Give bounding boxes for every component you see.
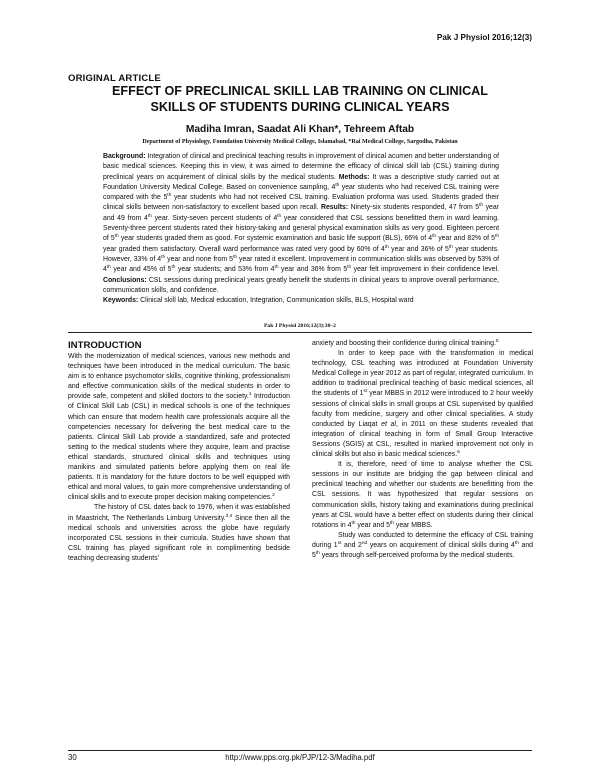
superscript: th: [351, 520, 356, 526]
article-title: [68, 84, 532, 115]
citation-superscript: 3,4: [225, 513, 233, 519]
journal-reference: Pak J Physiol 2016;12(3): [436, 33, 532, 42]
superscript: st: [363, 389, 368, 395]
results-text: year and 82% of 5: [438, 235, 495, 243]
paragraph-text: It is, therefore, need of time to analyse whether the CSL sessions in our institute are bridging the gap between clinical and preclinical teaching and whether our students are benefitting from the CSL sessions. It was hypothesized that regular sessions on communication skills, history taking and examinations during preclinical years at CSL would have a better effect on students during their clinical rotations in 4: [312, 461, 533, 529]
superscript: st: [337, 540, 342, 546]
superscript: th: [347, 265, 352, 271]
background-text: Integration of clinical and preclinical teaching results in improvement of clinical acumen and better understanding of basic medical sciences. Keeping this in view, it was aimed to determine the efficacy of clinical skill lab (CSL) training during preclinical years on acquirement of clinical skills by the medical students.: [103, 153, 499, 181]
paragraph-text: With the modernization of medical sciences, various new methods and techniques have been introduced in the medical curriculum. The basic aim is to enhance psychomotor skills, cognitive thinking, professionalism and effective communication skills of the medical students in order to provide safe, competent and skilled doctors to the society.: [68, 353, 290, 401]
authors: Madiha Imran, Saadat Ali Khan*, Tehreem Aftab: [185, 124, 415, 135]
paragraph-text: In order to keep pace with the transformation in medical technology, CSL teaching was introduced at Foundation University Medical College in year 2012 as part of regular, integrated curriculum. In addition to traditional preclinical teaching of basic medical sciences, all the students of 1: [312, 350, 533, 398]
superscript: th: [114, 234, 119, 240]
superscript: th: [315, 550, 320, 556]
results-text: year students. However, 33% of 4: [103, 245, 499, 263]
citation-superscript: 2: [272, 493, 275, 499]
title-line-1: EFFECT OF PRECLINICAL SKILL LAB TRAINING ON CLINICAL: [112, 84, 488, 98]
results-text: year rated it excellent. Improvement in communication skills was observed by 53% of 4: [103, 255, 499, 274]
results-text: year. Sixty-seven percent students of 4: [154, 214, 278, 222]
paragraph-text: Since then all the medical schools and universities across the globe have regularly incorporated CSL sessions in their curricula. Studies have shown that CSL training has played significant role in complimenting bedside teaching decreasing students': [68, 514, 290, 562]
results-text: Ninety-six students responded, 47 from 5: [350, 204, 480, 212]
citation-superscript: 6: [457, 450, 460, 456]
results-text: year students graded them as good. For systemic examination and basic life support (BLS), 66% of 4: [120, 235, 433, 243]
superscript: th: [147, 213, 152, 219]
keywords-label: Keywords:: [103, 297, 139, 305]
superscript: th: [335, 182, 340, 188]
paragraph-text: year and 5: [355, 521, 390, 529]
paragraph-text: years through self-perceived proforma by the medical students.: [319, 551, 515, 559]
paragraph-text: , in 2011 on these students revealed that integration of clinical teaching in form of Small Group Interactive Sessions (SGIS) at CSL, resulted in marked improvement not only in clinical skills but also in basic medical sciences.: [312, 420, 534, 459]
text-column-left: [68, 352, 290, 564]
keywords: [103, 296, 499, 306]
paragraph-text: and 2: [341, 541, 362, 549]
results-text: year and 49 from 4: [103, 204, 499, 222]
superscript: th: [432, 234, 437, 240]
footer-divider: [68, 750, 532, 751]
title-line-2: SKILLS OF STUDENTS DURING CLINICAL YEARS: [150, 99, 450, 114]
citation-superscript: 5: [495, 339, 499, 344]
results-text: year and 45% of 5: [113, 266, 172, 274]
section-heading-introduction: INTRODUCTION: [68, 340, 142, 351]
paragraph: [312, 339, 533, 349]
abstract: [103, 152, 499, 306]
page-number: 30: [68, 753, 77, 762]
results-text: year and 36% of 5: [391, 245, 449, 253]
paragraph: [68, 503, 290, 564]
paragraph: [312, 460, 533, 531]
superscript: th: [167, 193, 172, 199]
paragraph-text: The history of CSL dates back to 1976, when it was established in Maastricht, The Netherlands Limburg University.: [68, 504, 290, 522]
results-text: year graded them satisfactory. Overall ward performance was rated very good by 60% of 4: [103, 245, 385, 253]
paragraph-text: year MBBS.: [393, 521, 433, 529]
paragraph-text: years on acquirement of clinical skills during 4: [367, 541, 515, 549]
text-column-right: [312, 339, 533, 561]
conclusions-label: Conclusions:: [103, 276, 147, 284]
paragraph-text: and 5: [312, 541, 533, 559]
citation-superscript: 1: [248, 392, 252, 398]
paragraph-text: year MBBS in 2012 were introduced to 2 hour weekly sessions of clinical skills in small groups at CSL supervised by qualified faculty from medicine, surgery and other clinical specialities. A study conducted by Liaqat: [312, 390, 533, 428]
conclusions-text: CSL sessions during preclinical years greatly benefit the students in clinical years to improve overall performance, communication skills, and confidence.: [103, 276, 499, 294]
paragraph: [312, 349, 533, 460]
results-text: year and 36% from 5: [281, 266, 348, 274]
results-text: year students; and 53% from 4: [177, 266, 275, 274]
superscript: th: [494, 234, 499, 240]
superscript: th: [514, 540, 519, 546]
paragraph-text: anxiety and boosting their confidence during clinical training.: [312, 340, 496, 347]
superscript: th: [106, 265, 111, 271]
methods-text: year students who had not received CSL training. Evaluation proforma was used. Students graded their clinical skills between non-satisfactory to excellent based upon recall.: [103, 194, 499, 212]
superscript: th: [479, 203, 484, 209]
methods-text: year students who had received CSL training were compared with the 5: [103, 183, 499, 202]
results-text: year and none from 5: [167, 255, 233, 263]
superscript: th: [233, 254, 238, 260]
results-text: year felt improvement in their confidence level.: [353, 266, 500, 274]
italic-text: et al: [381, 420, 397, 428]
paragraph-text: Introduction of Clinical Skill Lab (CSL) in medical schools is one of the techniques which can ensure that modern health care professionals acquire all the competencies necessary for delivering the best medical care to the patients. Clinical Skill Lab provide a standardized, safe and protected setting to the medical students where they acquire, learn and practise ethical standards, structured clinical skills and techniques using manikins and simulated patients before applying them on real life patients. It is mandatory for the future doctors to be well equipped with ethical and moral values, to gain more comprehensive understanding of clinical skills and to execute proper decision making competencies.: [68, 393, 290, 502]
paragraph: [312, 531, 533, 561]
keywords-text: Clinical skill lab, Medical education, Integration, Communication skills, BLS, Hospital ward: [140, 297, 414, 305]
results-label: Results:: [321, 204, 349, 212]
superscript: th: [274, 265, 279, 271]
superscript: th: [277, 213, 282, 219]
divider: [68, 332, 532, 333]
background-label: Background:: [103, 153, 146, 160]
footer-url[interactable]: http://www.pps.org.pk/PJP/12-3/Madiha.pdf: [225, 753, 375, 762]
superscript: th: [384, 244, 389, 250]
superscript: nd: [361, 540, 368, 546]
superscript: th: [171, 265, 176, 271]
affiliation: Department of Physiology, Foundation University Medical College, Islamabad, *Rai Medical College, Sargodha, Pakistan: [142, 139, 458, 145]
superscript: th: [448, 244, 453, 250]
methods-text: It was a descriptive study carried out at Foundation University Medical College. Based on convenience sampling, 4: [103, 173, 499, 191]
article-type: ORIGINAL ARTICLE: [68, 73, 161, 84]
paragraph: [68, 352, 290, 503]
citation: Pak J Physiol 2016;12(3):30–2: [264, 323, 336, 329]
results-text: year considered that CSL sessions benefitted them in ward learning. Seventy-three percent students rated their history-taking and general physical examination skills as very good. Eighteen percent of 5: [103, 214, 499, 243]
paragraph-text: Study was conducted to determine the efficacy of CSL training during 1: [312, 531, 533, 549]
superscript: th: [389, 520, 394, 526]
abstract-body: [103, 152, 499, 296]
superscript: th: [161, 254, 166, 260]
methods-label: Methods:: [338, 173, 370, 181]
